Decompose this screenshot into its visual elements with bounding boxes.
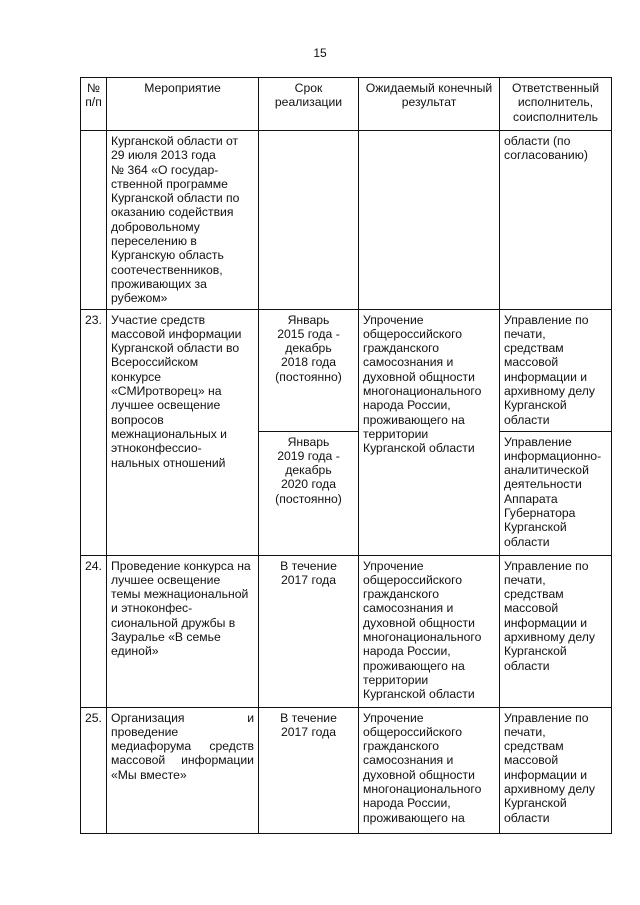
cell-responsible: Управление по печати, средствам массовой информации и архивному делу Курганской области xyxy=(500,555,612,707)
header-term: Срок реализации xyxy=(259,78,359,131)
header-result: Ожидаемый конечный результат xyxy=(359,78,500,131)
cell-result: Упрочение общероссийского гражданского самосознания и духовной общности многонационального народа России, проживающего на xyxy=(359,707,500,833)
cell-event: Организация и проведение медиафорума средств массовой информации «Мы вместе» xyxy=(107,707,259,833)
cell-result: Упрочение общероссийского гражданского самосознания и духовной общности многонационального народа России, проживающего на территории Курганской области xyxy=(359,555,500,707)
table-row-25 xyxy=(81,707,612,833)
cell-responsible: области (по согласованию) xyxy=(500,131,612,310)
table-row-24 xyxy=(81,555,612,707)
header-responsible: Ответственный исполнитель, соисполнитель xyxy=(500,78,612,131)
cell-event: Проведение конкурса на лучшее освещение темы межнациональной и этноконфес- сиональной дружбы в Зауралье «В семье единой» xyxy=(107,555,259,707)
table-header-row xyxy=(81,78,612,131)
cell-term: Январь 2015 года - декабрь 2018 года (постоянно) xyxy=(259,309,359,431)
cell-num xyxy=(81,131,107,310)
cell-num: 23. xyxy=(81,309,107,555)
cell-term: Январь 2019 года - декабрь 2020 года (постоянно) xyxy=(259,431,359,555)
cell-term: В течение 2017 года xyxy=(259,555,359,707)
cell-result xyxy=(359,131,500,310)
table-row-23a xyxy=(81,309,612,431)
cell-num: 24. xyxy=(81,555,107,707)
header-num: № п/п xyxy=(81,78,107,131)
cell-responsible: Управление информационно- аналитической деятельности Аппарата Губернатора Курганской области xyxy=(500,431,612,555)
cell-responsible: Управление по печати, средствам массовой информации и архивному делу Курганской области xyxy=(500,309,612,431)
table-row-continued xyxy=(81,131,612,310)
cell-result: Упрочение общероссийского гражданского самосознания и духовной общности многонационального народа России, проживающего на территории Курганской области xyxy=(359,309,500,555)
cell-event: Курганской области от 29 июля 2013 года № 364 «О государ- ственной программе Курганской области по оказанию содействия добровольному переселению в Курганскую область соотечественников, проживающих за рубежом» xyxy=(107,131,259,310)
cell-responsible: Управление по печати, средствам массовой информации и архивному делу Курганской области xyxy=(500,707,612,833)
cell-term: В течение 2017 года xyxy=(259,707,359,833)
page-number: 15 xyxy=(313,46,327,60)
cell-event: Участие средств массовой информации Курганской области во Всероссийском конкурсе «СМИротворец» на лучшее освещение вопросов межнациональных и этноконфессио- нальных отношений xyxy=(107,309,259,555)
cell-term xyxy=(259,131,359,310)
cell-num: 25. xyxy=(81,707,107,833)
events-table xyxy=(80,77,612,834)
header-event: Мероприятие xyxy=(107,78,259,131)
